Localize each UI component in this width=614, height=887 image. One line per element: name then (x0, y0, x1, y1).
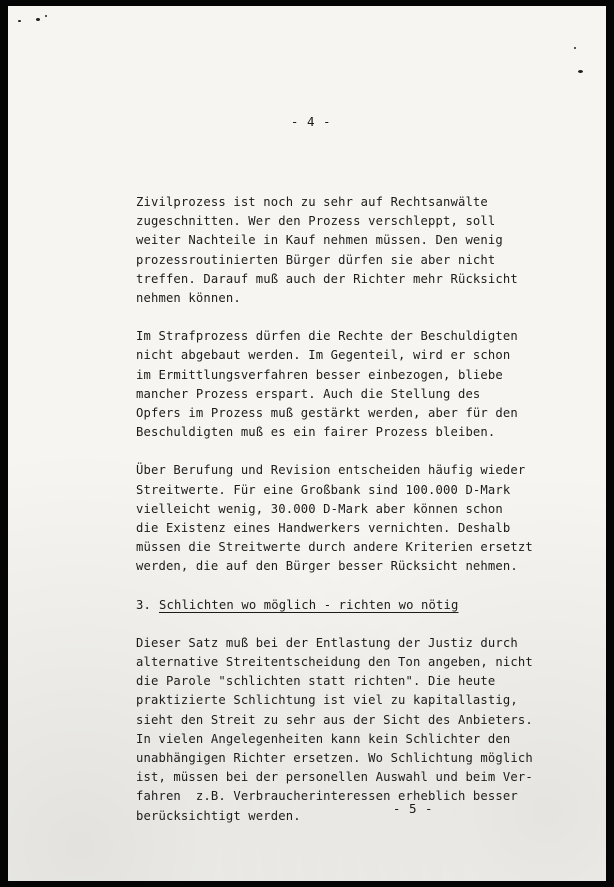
text-line: mancher Prozess erspart. Auch die Stellung des (136, 386, 481, 401)
text-line: fahren z.B. Verbraucherinteressen erheblich besser (136, 789, 518, 804)
text-line: In vielen Angelegenheiten kann kein Schlichter den (136, 731, 511, 746)
text-line: berücksichtigt werden. (136, 808, 301, 823)
scan-speck (574, 47, 576, 49)
section-heading (136, 596, 536, 615)
scan-speck (18, 20, 21, 22)
paragraph-appeal-revision (136, 461, 536, 576)
paragraph-arbitration (136, 634, 536, 826)
text-line: Streitwerte. Für eine Großbank sind 100.000 D-Mark (136, 482, 511, 497)
section-title: Schlichten wo möglich - richten wo nötig (158, 597, 459, 612)
text-line: alternative Streitentscheidung den Ton angeben, nicht (136, 655, 533, 670)
section-number: 3. (136, 597, 151, 612)
text-line: weiter Nachteile in Kauf nehmen müssen. Den wenig (136, 233, 503, 248)
page-number-top: - 4 - (290, 114, 332, 129)
text-line: unabhängigen Richter ersetzen. Wo Schlichtung möglich (136, 751, 533, 766)
text-line: ist, müssen bei der personellen Auswahl und beim Ver- (136, 770, 533, 785)
text-line: Über Berufung und Revision entscheiden häufig wieder (136, 463, 526, 478)
text-line: praktizierte Schlichtung ist viel zu kapitallastig, (136, 693, 518, 708)
paragraph-criminal-procedure (136, 327, 536, 442)
text-line: die Parole "schlichten statt richten". Die heute (136, 674, 496, 689)
text-line: zugeschnitten. Wer den Prozess verschleppt, soll (136, 214, 496, 229)
text-line: sieht den Streit zu sehr aus der Sicht des Anbieters. (136, 712, 533, 727)
page-number-bottom: - 5 - (392, 801, 434, 816)
text-line: Dieser Satz muß bei der Entlastung der Justiz durch (136, 635, 518, 650)
text-line: Opfers im Prozess muß gestärkt werden, aber für den (136, 406, 518, 421)
scan-speck (36, 18, 40, 21)
text-line: nicht abgebaut werden. Im Gegenteil, wird er schon (136, 348, 511, 363)
text-line: im Ermittlungsverfahren besser einbezogen, bliebe (136, 367, 503, 382)
document-page (8, 6, 606, 881)
text-line: Im Strafprozess dürfen die Rechte der Beschuldigten (136, 329, 518, 344)
text-line: prozessroutinierten Bürger dürfen sie aber nicht (136, 252, 496, 267)
scan-speck (45, 15, 47, 17)
scan-speck (578, 70, 583, 73)
text-line: müssen die Streitwerte durch andere Kriterien ersetzt (136, 540, 533, 555)
paragraph-civil-procedure (136, 193, 536, 308)
text-line: nehmen können. (136, 291, 241, 306)
text-line: Zivilprozess ist noch zu sehr auf Rechtsanwälte (136, 195, 488, 209)
text-line: treffen. Darauf muß auch der Richter mehr Rücksicht (136, 271, 518, 286)
text-line: werden, die auf den Bürger besser Rücksicht nehmen. (136, 559, 518, 574)
text-line: Beschuldigten muß es ein fairer Prozess bleiben. (136, 425, 496, 440)
text-line: vielleicht wenig, 30.000 D-Mark aber können schon (136, 501, 503, 516)
text-line: die Existenz eines Handwerkers vernichten. Deshalb (136, 521, 511, 536)
document-body (136, 193, 536, 845)
